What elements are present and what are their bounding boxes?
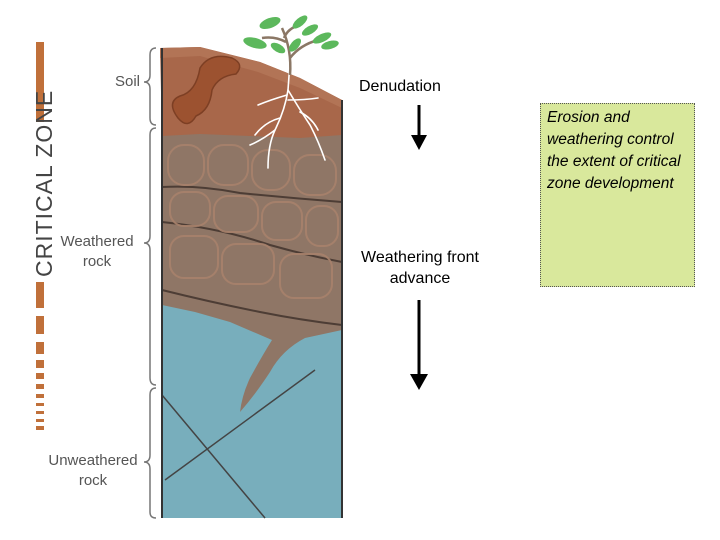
critical-zone-title: CRITICAL ZONE (31, 89, 57, 277)
denudation-label: Denudation (359, 78, 441, 95)
weathering-front-label-line2: advance (389, 270, 451, 287)
unweathered-rock-label-line1: Unweathered (48, 452, 138, 469)
soil-label (100, 72, 140, 92)
unweathered-rock-label-line2: rock (78, 472, 108, 489)
note-text: Erosion and weathering control the extent of critical zone development (547, 109, 681, 192)
weathered-rock-label-line2: rock (82, 253, 112, 270)
weathering-front-label-line1: Weathering front (361, 249, 479, 266)
weathered-rock-label-line1: Weathered (60, 233, 134, 250)
weathering-front-arrow (410, 300, 428, 390)
soil-label-text: Soil (114, 73, 140, 90)
note-box (540, 103, 695, 287)
weathering-front-label (350, 247, 490, 289)
zone-brackets (144, 48, 156, 518)
denudation-arrow (411, 105, 427, 150)
unweathered-rock-label (38, 451, 148, 491)
weathered-rock-label (50, 232, 144, 272)
